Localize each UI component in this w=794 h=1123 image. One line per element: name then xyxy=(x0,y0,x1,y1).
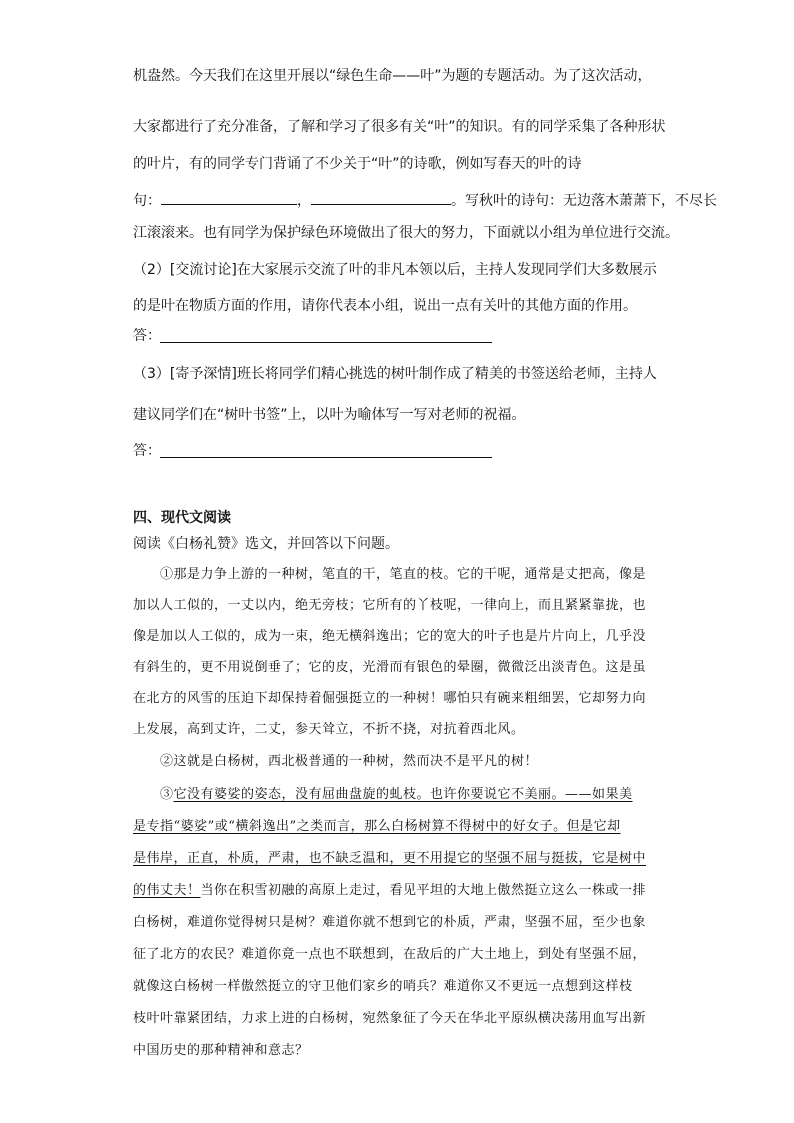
essay-p3-line-9: 中国历史的那种精神和意志？ xyxy=(133,1043,309,1058)
essay-p1-line-5: 在北方的风雪的压迫下却保持着倔强挺立的一种树！哪怕只有碗来粗细罢，它却努力向 xyxy=(133,691,647,706)
poem-comma: ， xyxy=(297,193,311,209)
essay-p1-line-2: 加以人工似的，一丈以内，绝无旁枝；它所有的丫枝呢，一律向上，而且紧紧靠拢，也 xyxy=(133,598,647,613)
essay-p3-line-7: 就像这白杨树一样傲然挺立的守卫他们家乡的哨兵？难道你又不更远一点想到这样枝 xyxy=(133,979,633,994)
underlined-text: 的伟丈夫！ xyxy=(133,883,201,898)
q3-answer-line[interactable] xyxy=(160,456,492,458)
essay-p1-line-3: 像是加以人工似的，成为一束，绝无横斜逸出；它的宽大的叶子也是片片向上，几乎没 xyxy=(133,629,647,644)
essay-p1-line-4: 有斜生的，更不用说倒垂了；它的皮，光滑而有银色的晕圈，微微泛出淡青色。这是虽 xyxy=(133,660,647,675)
essay-p3-line-8: 枝叶叶靠紧团结，力求上进的白杨树，宛然象征了今天在华北平原纵横决荡用血写出新 xyxy=(133,1011,647,1026)
poem-prefix: 句： xyxy=(133,193,161,209)
poem-blank-2[interactable] xyxy=(311,190,451,205)
q2-answer-line[interactable] xyxy=(160,341,492,343)
intro-line-5: 江滚滚来。也有同学为保护绿色环境做出了很大的努力，下面就以小组为单位进行交流。 xyxy=(133,225,679,241)
intro-line-2: 大家都进行了充分准备，了解和学习了很多有关“叶”的知识。有的同学采集了各种形状 xyxy=(133,119,666,135)
poem-suffix: 。写秋叶的诗句：无边落木萧萧下，不尽长 xyxy=(451,193,717,209)
essay-p3-line-4 xyxy=(133,881,646,901)
essay-p3-line-2: 是专指“婆娑”或“横斜逸出”之类而言，那么白杨树算不得树中的好女子。但是它却 xyxy=(133,819,621,834)
q2-line-2: 的是叶在物质方面的作用，请你代表本小组，说出一点有关叶的其他方面的作用。 xyxy=(133,298,637,314)
q3-line-1: （3）[寄予深情]班长将同学们精心挑选的树叶制作成了精美的书签送给老师，主持人 xyxy=(133,366,657,382)
q2-line-1: （2）[交流讨论]在大家展示交流了叶的非凡本领以后，主持人发现同学们大多数展示 xyxy=(133,262,657,278)
intro-line-1: 机盎然。今天我们在这里开展以“绿色生命——叶”为题的专题活动。为了这次活动， xyxy=(133,68,652,84)
essay-p3-line-1 xyxy=(160,785,633,805)
underlined-text: 它没有婆娑的姿态，没有屈曲盘旋的虬枝。也许你要说它不美丽。——如果美 xyxy=(173,787,633,802)
q3-line-2: 建议同学们在“树叶书签”上，以叶为喻体写一写对老师的祝福。 xyxy=(133,407,526,423)
essay-p3-prefix: ③ xyxy=(160,787,174,802)
section-heading: 四、现代文阅读 xyxy=(133,510,231,526)
q3-answer-label: 答： xyxy=(133,443,161,459)
essay-p2: ②这就是白杨树，西北极普通的一种树，然而决不是平凡的树！ xyxy=(160,754,539,769)
essay-p1-line-6: 上发展，高到丈许，二丈，参天耸立，不折不挠，对抗着西北风。 xyxy=(133,722,525,737)
essay-p3-line-5: 白杨树，难道你觉得树只是树？难道你就不想到它的朴质，严肃，坚强不屈，至少也象 xyxy=(133,915,647,930)
intro-line-3: 的叶片，有的同学专门背诵了不少关于“叶”的诗歌，例如写春天的叶的诗 xyxy=(133,156,582,172)
q2-answer-label: 答： xyxy=(133,328,161,344)
essay-p3-line-3: 是伟岸，正直，朴质，严肃，也不缺乏温和，更不用提它的坚强不屈与挺拔，它是树中 xyxy=(133,851,647,866)
essay-p1-line-1: ①那是力争上游的一种树，笔直的干，笔直的枝。它的干呢，通常是丈把高，像是 xyxy=(160,567,647,582)
essay-p3-line-6: 征了北方的农民？难道你竟一点也不联想到，在敌后的广大土地上，到处有坚强不屈， xyxy=(133,947,647,962)
section-instruction: 阅读《白杨礼赞》选文，并回答以下问题。 xyxy=(133,536,399,552)
poem-blank-1[interactable] xyxy=(161,190,297,205)
intro-line-4 xyxy=(133,190,717,211)
essay-text: 当你在积雪初融的高原上走过，看见平坦的大地上傲然挺立这么一株或一排 xyxy=(200,883,647,898)
